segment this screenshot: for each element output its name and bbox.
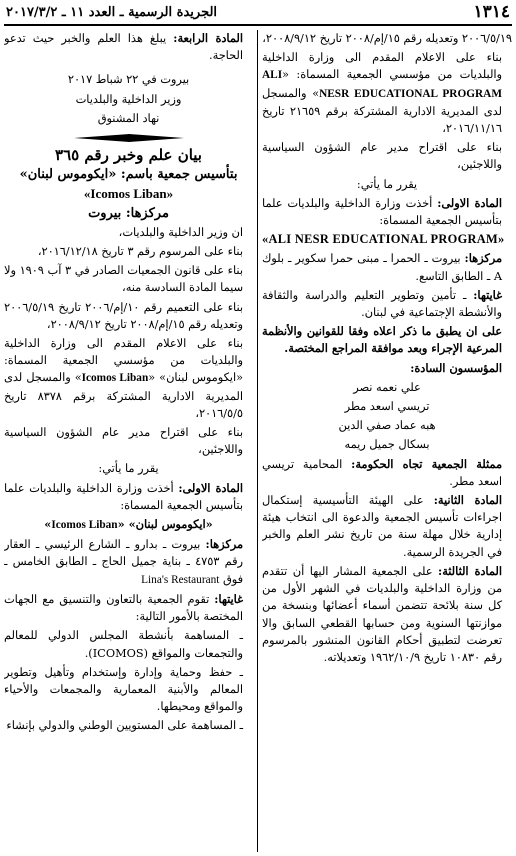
signatory-title: وزير الداخلية والبلديات — [75, 92, 182, 106]
founder-name: هبه عماد صفي الدين — [338, 419, 436, 433]
decree-headquarters: مركزها: بيروت — [88, 205, 169, 221]
purpose-item: ـ المساهمة بأنشطة المجلس الدولي للمعالم والتجمعات والمواقع (ICOMOS). — [4, 629, 243, 660]
signatory-name: نهاد المشنوق — [97, 111, 160, 125]
decree-subtitle: بتأسيس جمعية باسم: «ايكوموس لبنان» — [19, 167, 238, 183]
text-paragraph: ٢٠٠٦/٥/١٩ وتعديله رقم ١٥/إم/٢٠٠٨ تاريخ ٢٠٠٨/٩/١٢، — [262, 32, 512, 45]
decision-heading: يقرر ما يأتي: — [356, 177, 418, 191]
association-latin-name: «Icomos Liban» — [83, 186, 174, 202]
page-number: ١٣١٤ — [473, 2, 510, 21]
signature-date: بيروت في ٢٢ شباط ٢٠١٧ — [67, 73, 190, 87]
article-four: المادة الرابعة: يبلغ هذا العلم والخبر حيث تدعو الحاجة. — [4, 31, 243, 63]
article-three: المادة الثالثة: على الجمعية المشار اليها أن تتقدم من وزارة الداخلية والبلديات في الشهر الأول من كل سنة بلائحة تتضمن أسماء أعضائها وبنسخة من موازنتها السنوية ومن حسابها القطعي السابق والا تعرضت لتطبيق أحكام القانون المنشور بالمرسوم رقم ١٠٨٣٠ تاريخ ١٩٦٢/١٠/٩ وتعديلاته. — [262, 563, 502, 664]
column-divider — [257, 30, 258, 852]
text-paragraph: ان وزير الداخلية والبلديات، — [118, 225, 243, 239]
association-name-latin: «ALI NESR EDUCATIONAL PROGRAM» — [262, 232, 505, 247]
founder-name: بسكال جميل ريمه — [344, 438, 430, 452]
text-paragraph: بناء على قانون الجمعيات الصادر في ٣ آب ١٩٠٩ ولا سيما المادة السادسة منه، — [4, 264, 243, 295]
purpose: غايتها: ـ تأمين وتطوير التعليم والدراسة والثقافة والأنشطة الإجتماعية في لبنان. — [262, 287, 502, 320]
text-paragraph: بناء على التعميم رقم ١٠/إم/٢٠٠٦ تاريخ ٢٠٠٦/٥/١٩ وتعديله رقم ١٥/إم/٢٠٠٨ تاريخ ٢٠٠٨/٩/١٢، — [4, 300, 243, 331]
government-representative: ممثلة الجمعية تجاه الحكومة: المحامية تريسي اسعد مطر. — [262, 456, 503, 488]
text-paragraph: بناء على اقتراح مدير عام الشؤون السياسية واللاجئين، — [4, 426, 243, 457]
association-name: «ايكوموس لبنان» «Icomos Liban» — [44, 517, 213, 532]
article-one: المادة الاولى: أخذت وزارة الداخلية والبلديات علما بتأسيس الجمعية المسماة: — [4, 480, 243, 512]
purpose: غايتها: تقوم الجمعية بالتعاون والتنسيق مع الجهات المختصة بالأمور التالية: — [4, 591, 243, 624]
headquarters: مركزها: بيروت ـ الحمرا ـ مبنى حمرا سكوير ـ بلوك A ـ الطابق التاسع. — [262, 251, 502, 283]
purpose-item: ـ المساهمة على المستويين الوطني والدولي بإنشاء — [6, 719, 243, 733]
article-two: المادة الثانية: على الهيئة التأسيسية إستكمال اجراءات تأسيس الجمعية والدعوة الى انتخاب هيئة إدارية خلال مهلة سنة من تاريخ نشر العلم والخبر في الجريدة الرسمية. — [262, 493, 502, 559]
section-separator-ornament — [74, 133, 184, 143]
founder-name: علي نعمه نصر — [353, 380, 421, 394]
founder-name: تريسي اسعد مطر — [344, 400, 430, 414]
decree-title: بيان علم وخبر رقم ٣٦٥ — [55, 146, 202, 165]
condition-clause: على ان يطبق ما ذكر اعلاه وفقا للقوانين والأنظمة المرعية الإجراء وبعد موافقة المراجع المختصة. — [262, 324, 502, 356]
page-header — [4, 2, 512, 26]
text-paragraph: بناء على اقتراح مدير عام الشؤون السياسية واللاجئين، — [262, 141, 502, 172]
founders-heading: المؤسسون السادة: — [410, 360, 502, 375]
right-column — [262, 30, 512, 854]
headquarters: مركزها: بيروت ـ بدارو ـ الشارع الرئيسي ـ العقار رقم ٤٧٥٣ ـ بناية جميل الحاج ـ الطابق الخامس ـ فوق Lina's Restaurant — [4, 537, 243, 586]
gazette-title: الجريدة الرسمية ـ العدد ١١ ـ ٢٠١٧/٣/٢ — [6, 5, 218, 20]
purpose-item: ـ حفظ وحماية وإدارة وإستخدام وتأهيل وتطوير المعالم والأبنية المعمارية والمجمعات والأحياء والمواقع ومحيطها. — [4, 665, 243, 714]
decision-heading: يقرر ما يأتي: — [98, 462, 159, 476]
left-column — [4, 30, 253, 854]
article-one: المادة الاولى: أخذت وزارة الداخلية والبلديات علما بتأسيس الجمعية المسماة: — [262, 195, 502, 228]
text-paragraph: بناء على الاعلام المقدم الى وزارة الداخلية والبلديات من مؤسسي الجمعية المسماة: «ALI NESR EDUCATIONAL PROGRAM» والمسجل لدى المديرية الادارية المشتركة برقم ٢١٦٥٩ تاريخ ٢٠١٦/١١/١٦، — [262, 51, 502, 136]
text-paragraph: بناء على المرسوم رقم ٣ تاريخ ٢٠١٦/١٢/١٨، — [37, 245, 243, 259]
text-paragraph: بناء على الاعلام المقدم الى وزارة الداخلية والبلديات من مؤسسي الجمعية المسماة: «ايكوموس لبنان» «Icomos Liban» والمسجل لدى المديرية الادارية المشتركة برقم ٨٣٧٨ تاريخ ٢٠١٦/٥/٥، — [4, 337, 243, 420]
